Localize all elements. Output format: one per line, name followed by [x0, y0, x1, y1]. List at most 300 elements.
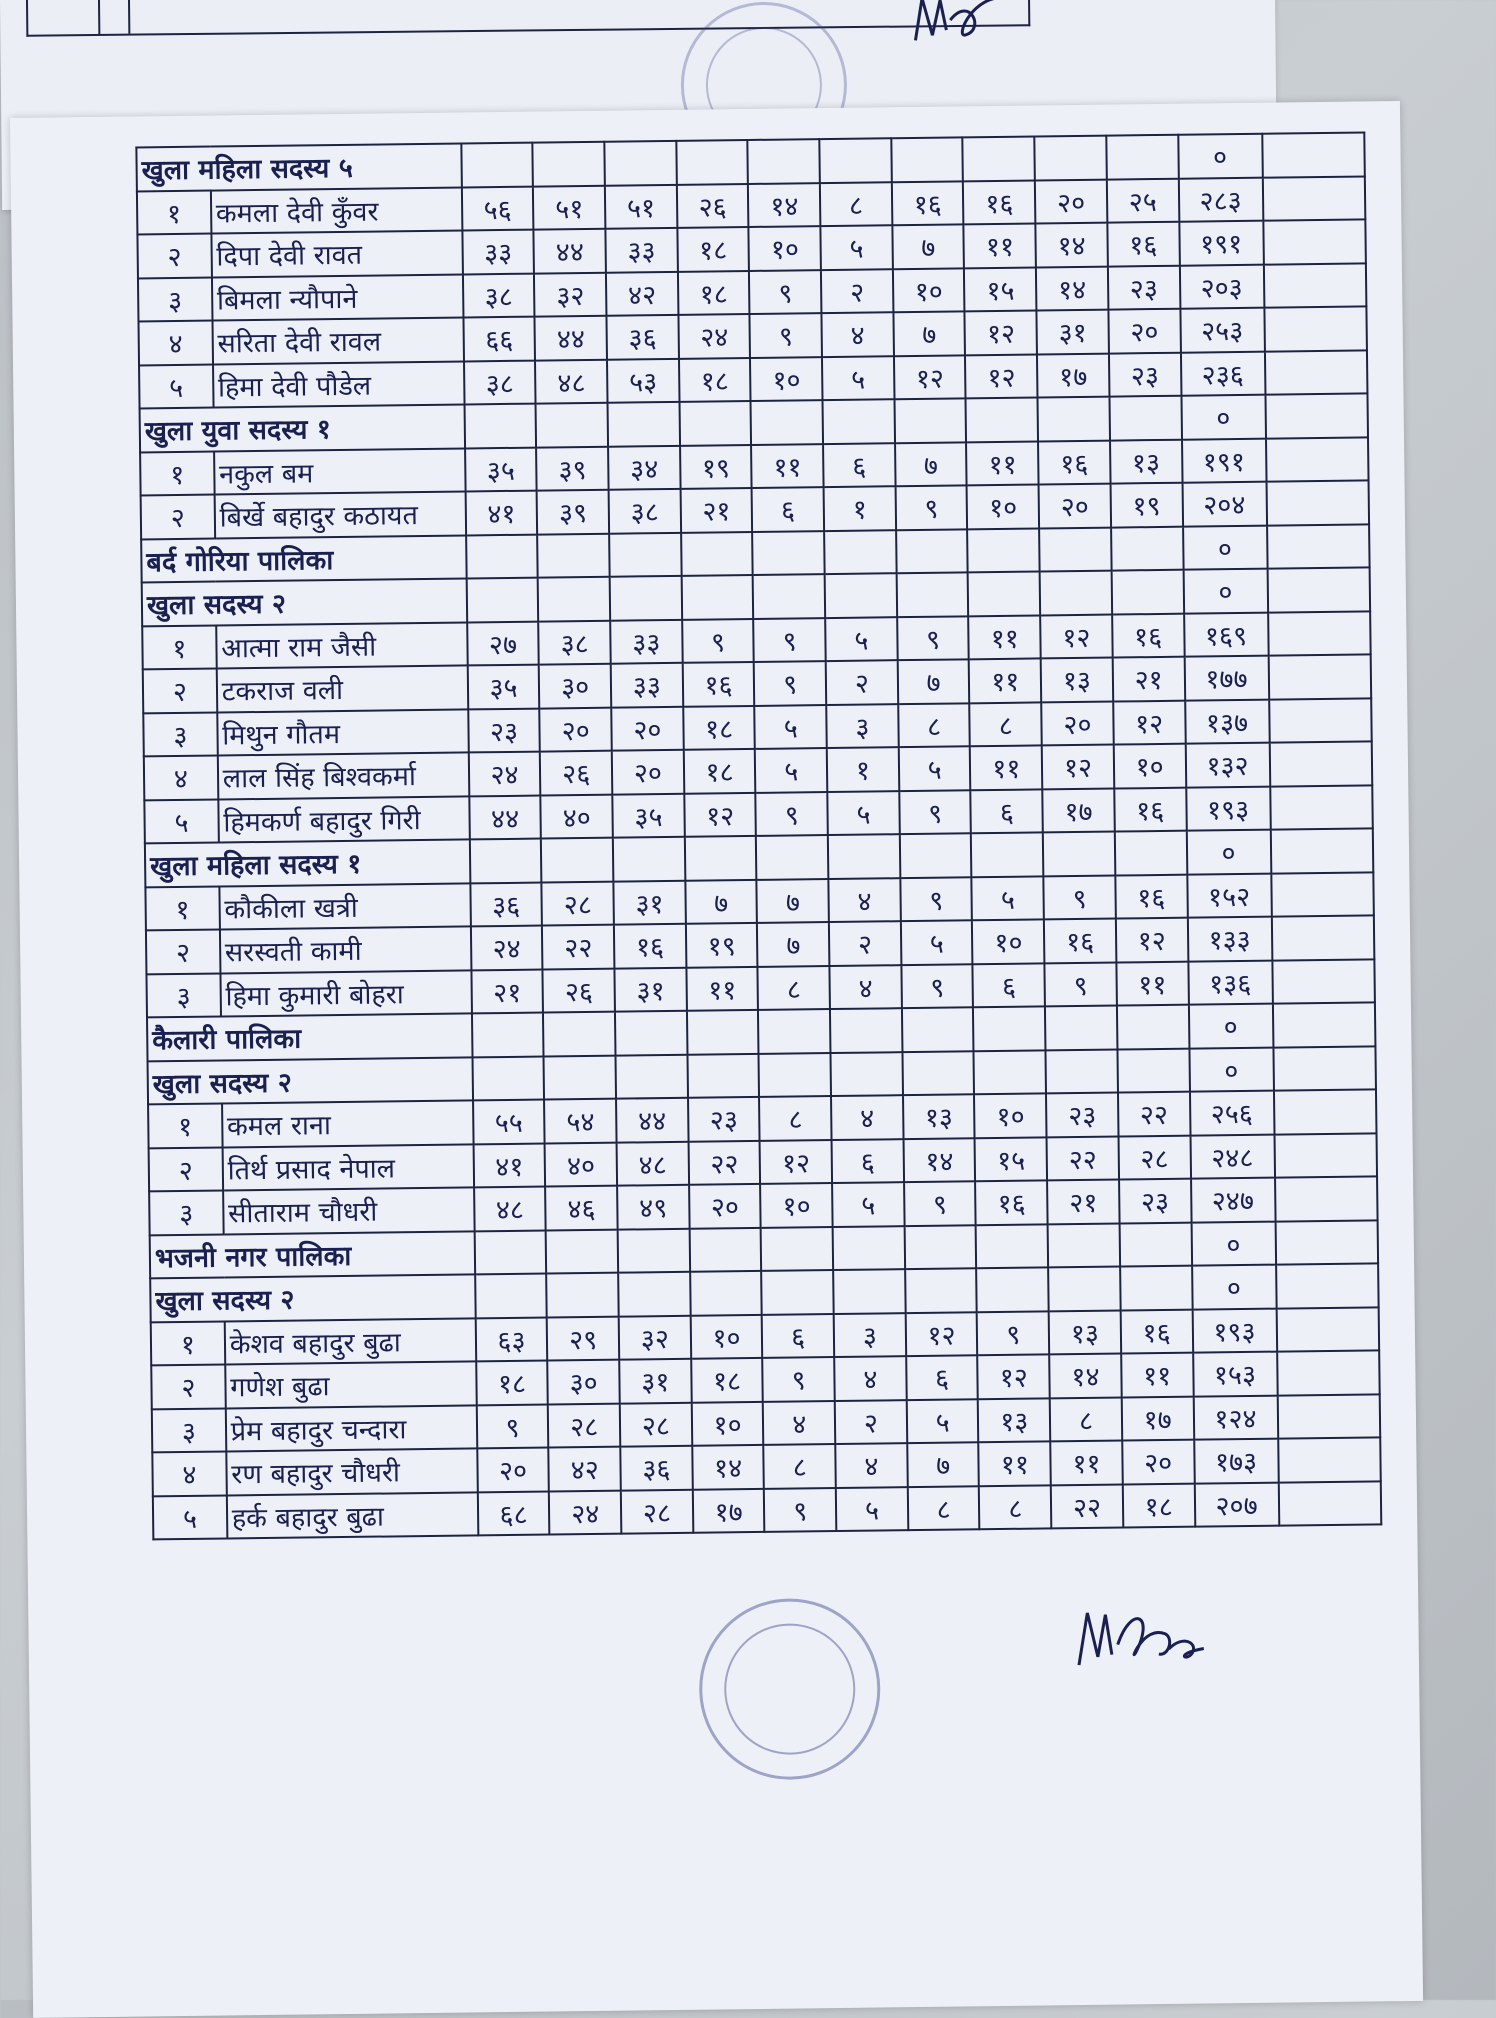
vote-count-cell: ७ — [907, 1442, 979, 1486]
serial-number-cell: २ — [151, 1364, 225, 1408]
empty-cell — [1266, 437, 1369, 482]
total-cell: २४७ — [1191, 1178, 1275, 1223]
total-cell: २५३ — [1180, 308, 1264, 353]
vote-count-cell: २६ — [543, 968, 615, 1012]
vote-count-cell: १८ — [677, 227, 749, 271]
empty-cell — [610, 576, 682, 620]
total-cell: १३६ — [1188, 960, 1272, 1005]
vote-count-cell: २ — [826, 660, 898, 704]
vote-count-cell: ५ — [899, 746, 971, 790]
vote-count-cell: २८ — [621, 1489, 693, 1533]
vote-count-cell: २८ — [542, 881, 614, 925]
vote-count-cell: २३ — [1108, 265, 1180, 309]
empty-cell — [963, 136, 1035, 180]
empty-cell — [1272, 1002, 1375, 1047]
vote-count-cell: ३६ — [470, 882, 542, 926]
total-cell: ० — [1188, 1004, 1272, 1049]
empty-cell — [1109, 396, 1181, 440]
vote-count-cell: १६ — [1038, 440, 1110, 484]
vote-count-cell: ५ — [972, 876, 1044, 920]
empty-cell — [1263, 263, 1366, 308]
section-heading: भजनी नगर पालिका — [150, 1231, 475, 1278]
serial-number-cell: ३ — [138, 277, 212, 321]
vote-count-cell: ३२ — [619, 1315, 691, 1359]
vote-count-cell: २० — [477, 1448, 549, 1492]
candidate-name-cell: गणेश बुढा — [225, 1361, 476, 1408]
section-heading: खुला सदस्य २ — [142, 578, 467, 625]
vote-count-cell: २३ — [468, 708, 540, 752]
vote-count-cell: ५१ — [533, 185, 605, 229]
serial-number-cell: २ — [143, 669, 217, 713]
serial-number-cell: ४ — [152, 1451, 226, 1495]
vote-count-cell: १७ — [1122, 1396, 1194, 1440]
vote-count-cell: २० — [689, 1184, 761, 1228]
empty-cell — [758, 1009, 830, 1053]
vote-count-cell: ६८ — [477, 1491, 549, 1535]
empty-cell — [681, 531, 753, 575]
empty-cell — [1046, 1049, 1118, 1093]
section-heading: खुला सदस्य २ — [148, 1057, 473, 1104]
vote-count-cell: २३ — [688, 1097, 760, 1141]
serial-number-cell: २ — [149, 1147, 223, 1191]
serial-number-cell: १ — [137, 190, 211, 234]
vote-count-cell: ११ — [969, 615, 1041, 659]
candidate-name-cell: नकुल बम — [214, 448, 465, 495]
empty-cell — [618, 1272, 690, 1316]
serial-number-cell: २ — [137, 234, 211, 278]
vote-count-cell: ४ — [763, 1401, 835, 1445]
vote-count-cell: ५ — [832, 1182, 904, 1226]
total-cell: २३६ — [1180, 351, 1264, 396]
section-heading: बर्द गोरिया पालिका — [141, 535, 466, 582]
vote-count-cell: ९ — [749, 270, 821, 314]
vote-count-cell: ५६ — [462, 186, 534, 230]
total-cell: २८३ — [1178, 177, 1262, 222]
vote-count-cell: १२ — [965, 310, 1037, 354]
vote-count-cell: ५ — [822, 356, 894, 400]
empty-cell — [1270, 785, 1373, 830]
total-cell: १९१ — [1182, 438, 1266, 483]
vote-count-cell: ८ — [979, 1485, 1051, 1529]
vote-count-cell: १२ — [1042, 745, 1114, 789]
vote-count-cell: २० — [1035, 179, 1107, 223]
vote-count-cell: १८ — [691, 1358, 763, 1402]
empty-cell — [1039, 527, 1111, 571]
vote-count-cell: १६ — [976, 1180, 1048, 1224]
vote-count-cell: २१ — [471, 969, 543, 1013]
serial-number-cell: २ — [146, 929, 220, 973]
vote-count-cell: ४० — [541, 794, 613, 838]
empty-cell — [1263, 219, 1366, 264]
vote-count-cell: ५ — [901, 920, 973, 964]
empty-cell — [748, 139, 820, 183]
vote-count-cell: ४४ — [535, 316, 607, 360]
vote-count-cell: ३१ — [613, 880, 685, 924]
vote-count-cell: ११ — [964, 223, 1036, 267]
empty-cell — [472, 1056, 544, 1100]
vote-count-cell: ९ — [1043, 875, 1115, 919]
vote-count-cell: ७ — [892, 224, 964, 268]
empty-cell — [896, 529, 968, 573]
vote-count-cell: १० — [691, 1401, 763, 1445]
vote-count-cell: ९ — [899, 790, 971, 834]
vote-count-cell: १० — [1114, 744, 1186, 788]
serial-number-cell: ५ — [153, 1495, 227, 1539]
empty-cell — [538, 577, 610, 621]
empty-cell — [547, 1273, 619, 1317]
empty-cell — [751, 400, 823, 444]
vote-count-cell: १२ — [1040, 614, 1112, 658]
vote-count-cell: १६ — [1114, 787, 1186, 831]
vote-count-cell: २६ — [540, 751, 612, 795]
vote-count-cell: ८ — [908, 1486, 980, 1530]
vote-count-cell: ५३ — [607, 358, 679, 402]
empty-cell — [1266, 480, 1369, 525]
vote-count-cell: १० — [749, 226, 821, 270]
vote-count-cell: २४ — [678, 314, 750, 358]
total-cell: १३७ — [1185, 699, 1269, 744]
vote-count-cell: २८ — [548, 1403, 620, 1447]
empty-cell — [1045, 1006, 1117, 1050]
vote-count-cell: १२ — [760, 1140, 832, 1184]
vote-count-cell: ११ — [979, 1441, 1051, 1485]
total-cell: २४८ — [1190, 1134, 1274, 1179]
empty-cell — [466, 578, 538, 622]
empty-cell — [1274, 1133, 1377, 1178]
vote-count-cell: ६ — [832, 1139, 904, 1183]
vote-count-cell: १८ — [476, 1361, 548, 1405]
vote-count-cell: ३३ — [605, 228, 677, 272]
vote-count-cell: ५ — [755, 705, 827, 749]
vote-count-cell: २७ — [467, 621, 539, 665]
serial-number-cell: ३ — [152, 1408, 226, 1452]
empty-cell — [1275, 1176, 1378, 1221]
empty-cell — [544, 1055, 616, 1099]
vote-count-cell: ११ — [969, 658, 1041, 702]
vote-count-cell: २८ — [1118, 1135, 1190, 1179]
empty-cell — [973, 1006, 1045, 1050]
signature-bottom — [1073, 1593, 1214, 1685]
empty-cell — [1264, 350, 1367, 395]
vote-count-cell: ५ — [820, 225, 892, 269]
candidate-name-cell: मिथुन गौतम — [217, 709, 468, 756]
empty-cell — [1117, 1048, 1189, 1092]
empty-cell — [679, 401, 751, 445]
candidate-name-cell: सरिता देवी रावल — [212, 317, 463, 364]
vote-count-cell: १० — [974, 1093, 1046, 1137]
empty-cell — [968, 571, 1040, 615]
empty-cell — [1277, 1394, 1380, 1439]
empty-cell — [759, 1053, 831, 1097]
vote-count-cell: ७ — [897, 659, 969, 703]
empty-cell — [536, 403, 608, 447]
candidate-name-cell: टकराज वली — [216, 665, 467, 712]
empty-cell — [685, 836, 757, 880]
empty-cell — [537, 533, 609, 577]
empty-cell — [894, 398, 966, 442]
empty-cell — [976, 1224, 1048, 1268]
empty-cell — [613, 837, 685, 881]
empty-cell — [681, 575, 753, 619]
vote-count-cell: ९ — [763, 1357, 835, 1401]
empty-cell — [756, 835, 828, 879]
empty-cell — [1271, 915, 1374, 960]
vote-count-cell: ४६ — [545, 1186, 617, 1230]
vote-count-cell: ६ — [752, 487, 824, 531]
vote-count-cell: ६ — [973, 963, 1045, 1007]
vote-count-cell: २ — [829, 921, 901, 965]
empty-cell — [470, 839, 542, 883]
empty-cell — [966, 397, 1038, 441]
vote-count-cell: ५ — [836, 1487, 908, 1531]
vote-count-cell: १६ — [614, 924, 686, 968]
empty-cell — [543, 1012, 615, 1056]
candidate-name-cell: हिमा कुमारी बोहरा — [220, 970, 471, 1017]
vote-count-cell: ३३ — [610, 619, 682, 663]
vote-count-cell: १ — [827, 747, 899, 791]
empty-cell — [1278, 1437, 1381, 1482]
section-heading: खुला महिला सदस्य १ — [145, 839, 470, 886]
vote-count-cell: ७ — [895, 442, 967, 486]
empty-cell — [828, 834, 900, 878]
vote-count-cell: २० — [1039, 484, 1111, 528]
empty-cell — [608, 402, 680, 446]
empty-cell — [830, 1008, 902, 1052]
empty-cell — [618, 1228, 690, 1272]
vote-count-cell: १३ — [1041, 658, 1113, 702]
empty-cell — [762, 1270, 834, 1314]
vote-count-cell: २० — [611, 706, 683, 750]
empty-cell — [968, 528, 1040, 572]
vote-count-cell: ३५ — [467, 665, 539, 709]
vote-count-cell: ९ — [756, 792, 828, 836]
vote-count-cell: २४ — [471, 926, 543, 970]
vote-count-cell: ४२ — [549, 1447, 621, 1491]
vote-count-cell: ३४ — [608, 445, 680, 489]
total-cell: ० — [1178, 134, 1262, 179]
candidate-name-cell: हिमा देवी पौडेल — [213, 361, 464, 408]
candidate-name-cell: दिपा देवी रावत — [211, 230, 462, 277]
empty-cell — [896, 572, 968, 616]
total-cell: १७३ — [1194, 1439, 1278, 1484]
vote-count-cell: १२ — [905, 1312, 977, 1356]
vote-count-cell: २४ — [468, 752, 540, 796]
vote-count-cell: ३१ — [619, 1359, 691, 1403]
vote-count-cell: १७ — [693, 1488, 765, 1532]
vote-count-cell: ४ — [834, 1356, 906, 1400]
vote-count-cell: २० — [1122, 1440, 1194, 1484]
empty-cell — [1040, 571, 1112, 615]
candidate-name-cell: तिर्थ प्रसाद नेपाल — [222, 1144, 473, 1191]
total-cell: १३३ — [1187, 917, 1271, 962]
empty-cell — [833, 1269, 905, 1313]
vote-count-cell: ३ — [834, 1313, 906, 1357]
total-cell: १९३ — [1186, 786, 1270, 831]
vote-count-cell: ९ — [904, 1181, 976, 1225]
vote-count-cell: २२ — [1047, 1136, 1119, 1180]
total-cell: ० — [1186, 830, 1270, 875]
vote-count-cell: ६६ — [463, 317, 535, 361]
vote-count-cell: २० — [1108, 309, 1180, 353]
empty-cell — [1269, 741, 1372, 786]
empty-cell — [1262, 176, 1365, 221]
vote-count-cell: २ — [835, 1400, 907, 1444]
vote-count-cell: १२ — [965, 354, 1037, 398]
empty-cell — [604, 141, 676, 185]
office-seal-bottom — [698, 1597, 881, 1780]
empty-cell — [1273, 1089, 1376, 1134]
vote-count-cell: १८ — [1123, 1483, 1195, 1527]
total-cell: १९३ — [1192, 1308, 1276, 1353]
serial-number-cell: ५ — [144, 799, 218, 843]
empty-cell — [1271, 872, 1374, 917]
serial-number-cell: ५ — [139, 364, 213, 408]
total-cell: २०७ — [1194, 1482, 1278, 1527]
vote-count-cell: २२ — [1118, 1092, 1190, 1136]
serial-number-cell: १ — [145, 886, 219, 930]
total-cell: ० — [1183, 525, 1267, 570]
signature-top — [910, 0, 1041, 50]
vote-count-cell: १९ — [686, 923, 758, 967]
vote-count-cell: ११ — [686, 966, 758, 1010]
serial-number-cell: १ — [140, 451, 214, 495]
serial-number-cell: ४ — [144, 756, 218, 800]
vote-count-cell: ५१ — [605, 184, 677, 228]
vote-count-cell: ३० — [548, 1360, 620, 1404]
empty-cell — [900, 833, 972, 877]
empty-cell — [1264, 306, 1367, 351]
vote-count-cell: ६ — [762, 1314, 834, 1358]
candidate-name-cell: प्रेम बहादुर चन्दारा — [226, 1405, 477, 1452]
vote-count-cell: २० — [540, 707, 612, 751]
vote-count-cell: १३ — [903, 1094, 975, 1138]
vote-count-cell: १३ — [1049, 1310, 1121, 1354]
vote-count-cell: १८ — [683, 705, 755, 749]
candidate-name-cell: हर्क बहादुर बुढा — [227, 1492, 478, 1539]
empty-cell — [1262, 132, 1365, 177]
empty-cell — [541, 838, 613, 882]
empty-cell — [1048, 1267, 1120, 1311]
empty-cell — [1268, 611, 1371, 656]
candidate-name-cell: कमला देवी कुँवर — [211, 187, 462, 234]
vote-count-cell: १६ — [1107, 222, 1179, 266]
vote-count-cell: १२ — [684, 792, 756, 836]
total-cell: १२४ — [1193, 1395, 1277, 1440]
vote-count-cell: ६ — [971, 789, 1043, 833]
total-cell: २०४ — [1182, 482, 1266, 527]
vote-count-cell: १५ — [964, 267, 1036, 311]
vote-count-cell: १२ — [894, 355, 966, 399]
vote-count-cell: ३० — [539, 664, 611, 708]
vote-count-cell: १० — [750, 357, 822, 401]
vote-count-cell: ६ — [823, 443, 895, 487]
vote-count-cell: २० — [1041, 701, 1113, 745]
empty-cell — [1048, 1223, 1120, 1267]
vote-count-cell: ४४ — [616, 1098, 688, 1142]
vote-count-cell: ९ — [754, 618, 826, 662]
vote-count-cell: ९ — [476, 1404, 548, 1448]
serial-number-cell: १ — [151, 1321, 225, 1365]
empty-cell — [1267, 567, 1370, 612]
vote-count-cell: ३१ — [614, 967, 686, 1011]
serial-number-cell: १ — [142, 625, 216, 669]
section-heading: खुला महिला सदस्य ५ — [136, 143, 461, 190]
empty-cell — [1275, 1220, 1378, 1265]
vote-count-cell: १४ — [692, 1445, 764, 1489]
vote-count-cell: १४ — [1036, 266, 1108, 310]
vote-count-cell: ९ — [682, 618, 754, 662]
total-cell: ० — [1183, 569, 1267, 614]
section-heading: कैलारी पालिका — [147, 1013, 472, 1060]
empty-cell — [824, 530, 896, 574]
empty-cell — [474, 1230, 546, 1274]
empty-cell — [1043, 832, 1115, 876]
vote-count-cell: ९ — [764, 1488, 836, 1532]
vote-count-cell: २४ — [549, 1490, 621, 1534]
empty-cell — [761, 1227, 833, 1271]
vote-count-cell: ९ — [754, 661, 826, 705]
vote-count-cell: ३३ — [611, 663, 683, 707]
candidate-name-cell: आत्मा राम जैसी — [216, 622, 467, 669]
empty-cell — [1277, 1350, 1380, 1395]
vote-count-cell: ९ — [901, 964, 973, 1008]
result-sheet — [10, 101, 1423, 2018]
section-heading: खुला सदस्य २ — [150, 1274, 475, 1321]
empty-cell — [1034, 136, 1106, 180]
vote-count-cell: १६ — [1115, 874, 1187, 918]
vote-count-cell: ४९ — [617, 1185, 689, 1229]
vote-count-cell: १६ — [1044, 919, 1116, 963]
empty-cell — [971, 832, 1043, 876]
vote-count-cell: ११ — [751, 444, 823, 488]
empty-cell — [546, 1229, 618, 1273]
vote-count-cell: १४ — [1036, 223, 1108, 267]
vote-count-cell: १४ — [748, 183, 820, 227]
vote-count-cell: १३ — [1110, 439, 1182, 483]
empty-cell — [1278, 1481, 1381, 1526]
vote-count-cell: ३८ — [464, 360, 536, 404]
candidate-name-cell: कमल राना — [222, 1100, 473, 1147]
vote-count-cell: ४८ — [617, 1141, 689, 1185]
vote-count-cell: ११ — [1121, 1353, 1193, 1397]
empty-cell — [689, 1227, 761, 1271]
total-cell: १९१ — [1179, 221, 1263, 266]
vote-count-cell: ३३ — [462, 230, 534, 274]
vote-count-cell: १७ — [1042, 788, 1114, 832]
vote-count-cell: ११ — [1050, 1441, 1122, 1485]
vote-count-cell: ८ — [970, 702, 1042, 746]
previous-page-table-edge — [26, 0, 1031, 37]
candidate-name-cell: लाल सिंह बिश्वकर्मा — [218, 752, 469, 799]
empty-cell — [831, 1052, 903, 1096]
vote-count-cell: २३ — [1046, 1093, 1118, 1137]
empty-cell — [464, 404, 536, 448]
vote-count-cell: १० — [972, 919, 1044, 963]
vote-count-cell: २६ — [677, 183, 749, 227]
serial-number-cell: ३ — [149, 1190, 223, 1234]
empty-cell — [615, 1011, 687, 1055]
empty-cell — [1276, 1263, 1379, 1308]
empty-cell — [1265, 393, 1368, 438]
vote-count-cell: २ — [821, 269, 893, 313]
vote-count-cell: ८ — [764, 1444, 836, 1488]
empty-cell — [616, 1054, 688, 1098]
vote-count-cell: ४२ — [606, 271, 678, 315]
total-cell: १३२ — [1185, 743, 1269, 788]
empty-cell — [825, 573, 897, 617]
vote-count-cell: ३६ — [620, 1446, 692, 1490]
empty-cell — [1038, 397, 1110, 441]
